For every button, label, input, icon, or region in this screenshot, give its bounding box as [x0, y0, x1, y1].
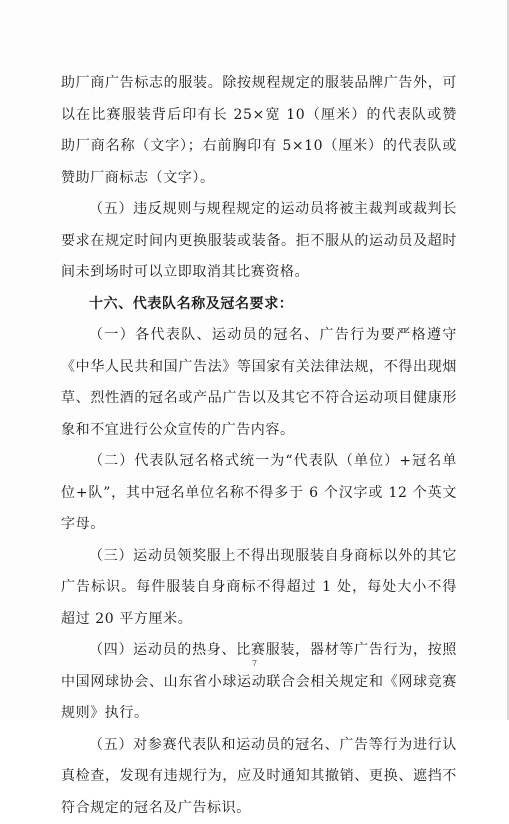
paragraph-clause-3: （三）运动员领奖服上不得出现服装自身商标以外的其它广告标识。每件服装自身商标不得超过 1 处，每处大小不得超过 20 平方厘米。: [61, 541, 457, 636]
paragraph-clause-5: （五）对参赛代表队和运动员的冠名、广告等行为进行认真检查，发现有违规行为，应及时通知其撤销、更换、遮挡不符合规定的冠名及广告标识。: [61, 730, 457, 824]
paragraph-clause-2: （二）代表队冠名格式统一为“代表队（单位）+冠名单位+队”，其中冠名单位名称不得多于 6 个汉字或 12 个英文字母。: [61, 446, 457, 541]
paragraph-clause-1: （一）各代表队、运动员的冠名、广告行为要严格遵守《中华人民共和国广告法》等国家有关法律法规，不得出现烟草、烈性酒的冠名或产品广告以及其它不符合运动项目健康形象和不宜进行公众宣传的广告内容。: [61, 320, 457, 446]
section-heading: 十六、代表队名称及冠名要求：: [61, 289, 457, 321]
document-body: [61, 68, 457, 824]
paragraph-clause-5-violation: （五）违反规则与规程规定的运动员将被主裁判或裁判长要求在规定时间内更换服装或装备。拒不服从的运动员及超时间未到场时可以立即取消其比赛资格。: [61, 194, 457, 289]
paragraph-continuation: 助厂商广告标志的服装。除按规程规定的服装品牌广告外，可以在比赛服装背后印有长 25×宽 10（厘米）的代表队或赞助厂商名称（文字）；右前胸印有 5×10（厘米）的代表队或赞助厂商标志（文字）。: [61, 68, 457, 194]
page-number: 7: [0, 659, 509, 668]
paragraph-clause-4: （四）运动员的热身、比赛服装，器材等广告行为，按照中国网球协会、山东省小球运动联合会相关规定和《网球竞赛规则》执行。: [61, 635, 457, 730]
